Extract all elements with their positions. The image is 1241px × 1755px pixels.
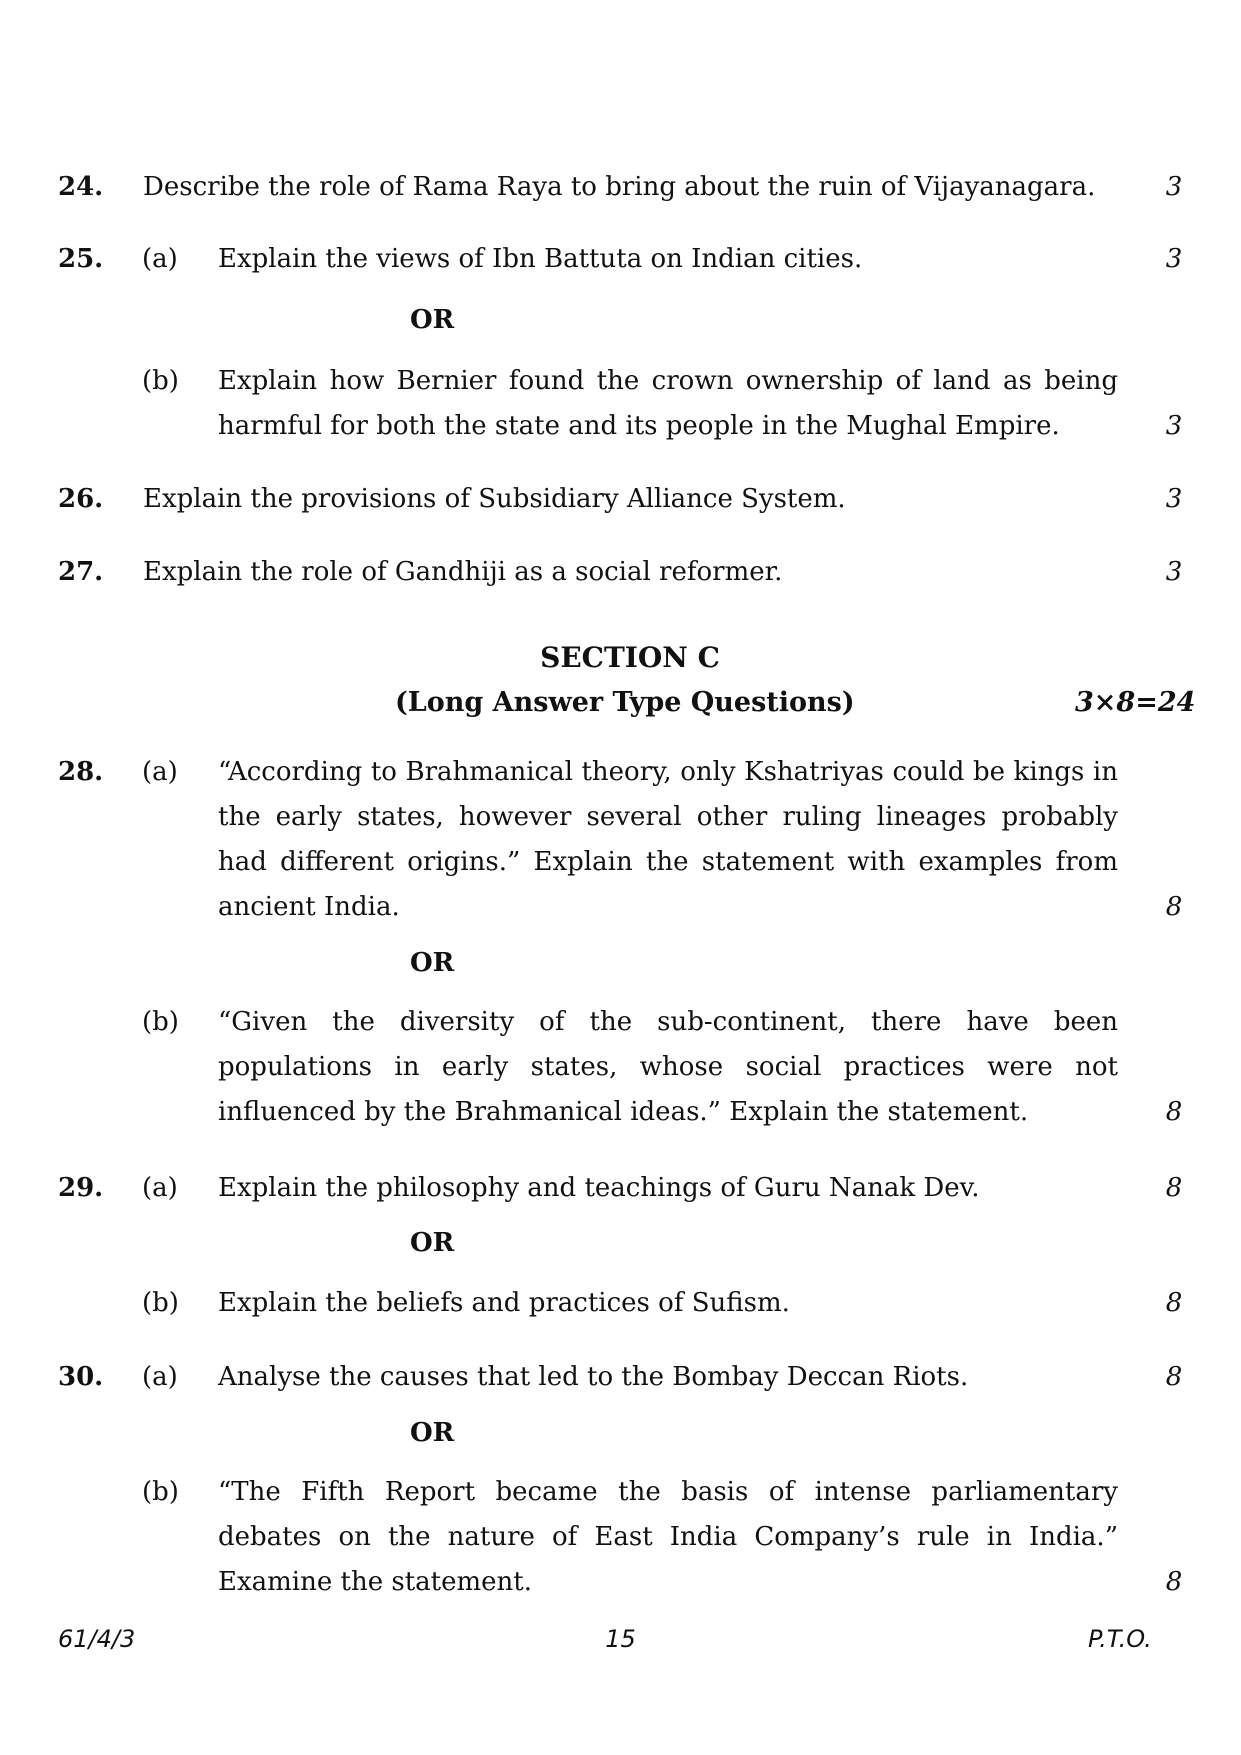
option-text-a: “According to Brahmanical theory, only Kshatriyas could be kings in the early states, however several other ruling lineages probably had different origins.” Explain the statement with examples from ancient India. [218, 757, 1118, 922]
question-number: 26. [58, 484, 104, 514]
option-marks-a: 8 [1165, 892, 1183, 922]
option-marks-a: 3 [1165, 244, 1183, 274]
or-label: OR [410, 1228, 455, 1258]
section-subtitle: (Long Answer Type Questions) [395, 687, 855, 718]
question-marks: 3 [1165, 557, 1183, 587]
question-number: 28. [58, 757, 104, 787]
option-text-b: “Given the diversity of the sub-continent, there have been populations in early states, whose social practices were not influenced by the Brahmanical ideas.” Explain the statement. [218, 1007, 1118, 1127]
option-text-b: Explain how Bernier found the crown ownership of land as being harmful for both the state and its people in the Mughal Empire. [218, 366, 1118, 441]
option-label-a: (a) [142, 757, 178, 787]
question-marks: 3 [1165, 484, 1183, 514]
option-label-b: (b) [142, 1288, 179, 1318]
question-number: 24. [58, 172, 104, 202]
option-text-b: “The Fifth Report became the basis of intense parliamentary debates on the nature of East India Company’s rule in India.” Examine the statement. [218, 1477, 1118, 1597]
question-number: 27. [58, 557, 104, 587]
option-label-a: (a) [142, 1362, 178, 1392]
question-text: Explain the role of Gandhiji as a social reformer. [143, 557, 783, 587]
page-number: 15 [605, 1625, 636, 1653]
question-number: 29. [58, 1173, 104, 1203]
or-label: OR [410, 948, 455, 978]
question-text: Describe the role of Rama Raya to bring about the ruin of Vijayanagara. [143, 172, 1096, 202]
option-label-b: (b) [142, 1007, 179, 1037]
option-marks-b: 8 [1165, 1288, 1183, 1318]
or-label: OR [410, 305, 455, 335]
question-text: Explain the provisions of Subsidiary Alliance System. [143, 484, 846, 514]
pto-label: P.T.O. [1088, 1625, 1152, 1653]
option-marks-a: 8 [1165, 1362, 1183, 1392]
option-marks-b: 8 [1165, 1097, 1183, 1127]
option-text-b: Explain the beliefs and practices of Sufism. [218, 1288, 790, 1318]
section-title: SECTION C [540, 641, 720, 674]
option-marks-b: 8 [1165, 1567, 1183, 1597]
or-label: OR [410, 1418, 455, 1448]
question-number: 25. [58, 244, 104, 274]
option-label-b: (b) [142, 1477, 179, 1507]
question-number: 30. [58, 1362, 104, 1392]
option-text-a: Explain the views of Ibn Battuta on Indian cities. [218, 244, 863, 274]
option-label-a: (a) [142, 244, 178, 274]
option-marks-a: 8 [1165, 1173, 1183, 1203]
option-text-a: Analyse the causes that led to the Bombay Deccan Riots. [218, 1362, 969, 1392]
paper-code: 61/4/3 [58, 1625, 136, 1653]
option-label-a: (a) [142, 1173, 178, 1203]
question-marks: 3 [1165, 172, 1183, 202]
option-text-a: Explain the philosophy and teachings of Guru Nanak Dev. [218, 1173, 980, 1203]
option-marks-b: 3 [1165, 411, 1183, 441]
section-marks: 3×8=24 [1075, 687, 1196, 718]
option-label-b: (b) [142, 366, 179, 396]
